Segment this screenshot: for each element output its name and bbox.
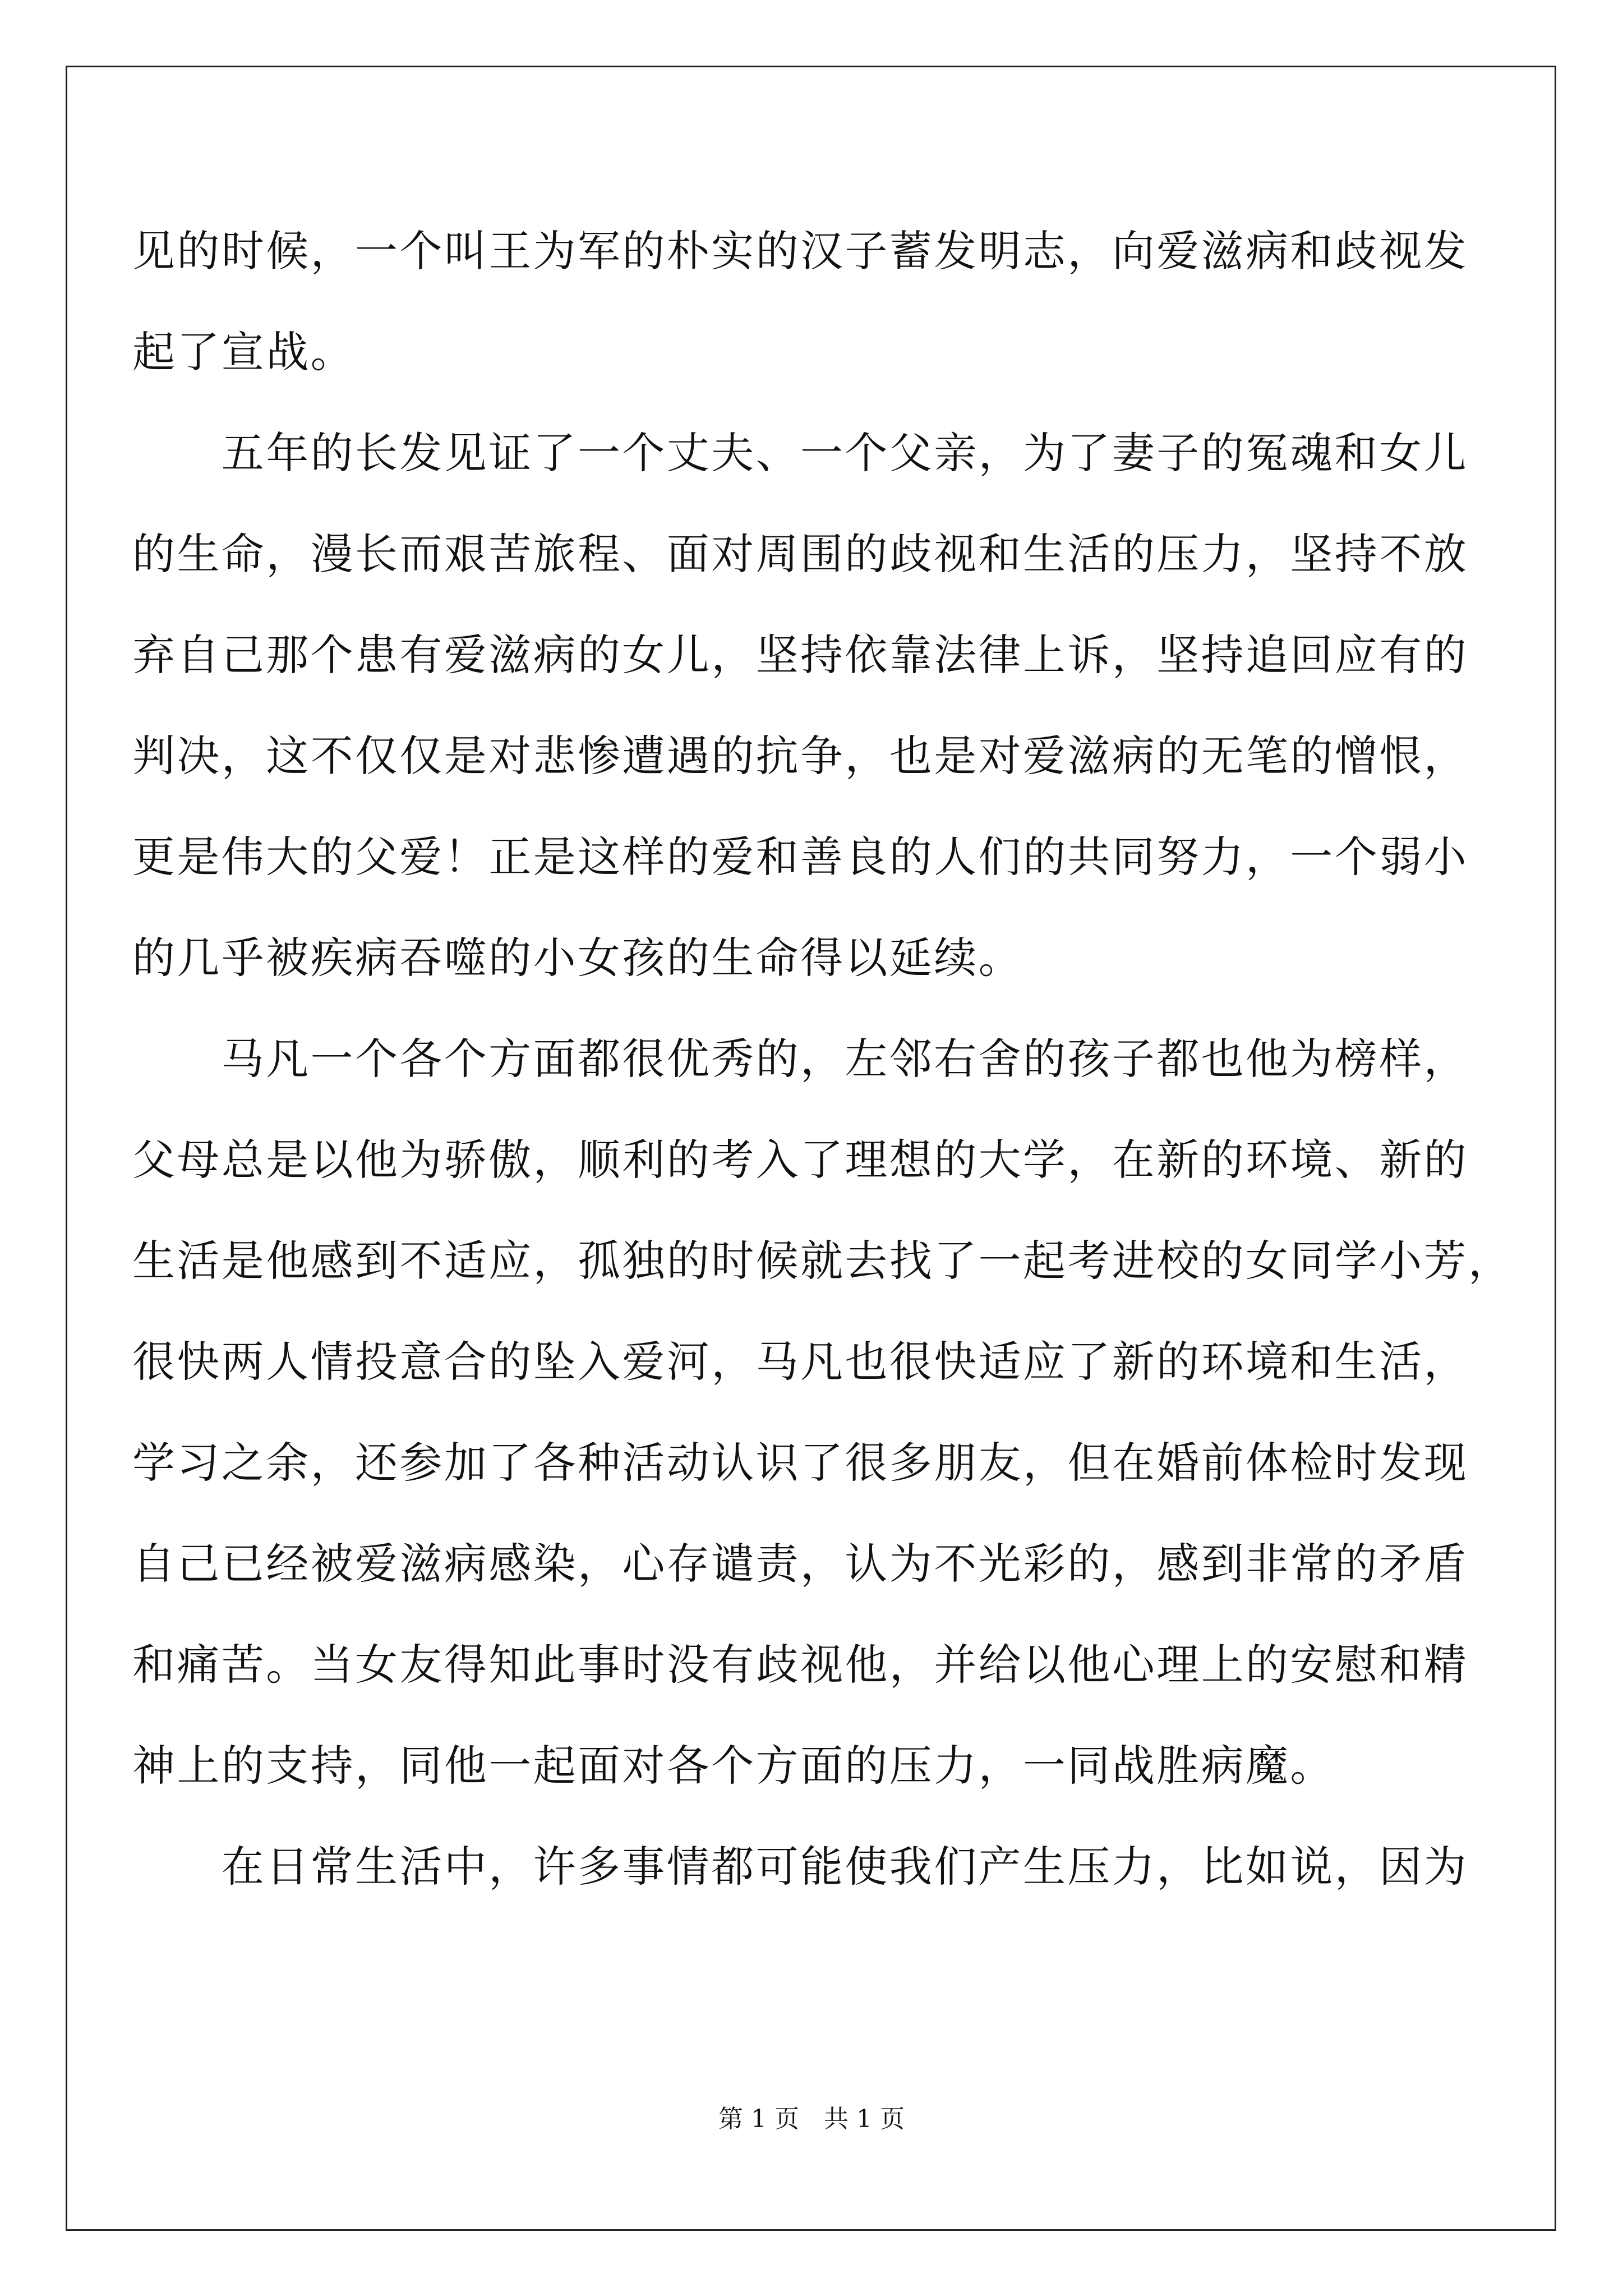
text-line: 见的时候，一个叫王为军的朴实的汉子蓄发明志，向爱滋病和歧视发	[132, 226, 1468, 276]
text-line: 马凡一个各个方面都很优秀的，左邻右舍的孩子都也他为榜样，	[132, 1034, 1468, 1084]
text-line: 在日常生活中，许多事情都可能使我们产生压力，比如说，因为	[132, 1842, 1468, 1892]
text-line: 很快两人情投意合的坠入爱河，马凡也很快适应了新的环境和生活，	[132, 1337, 1468, 1387]
text-line: 弃自己那个患有爱滋病的女儿，坚持依靠法律上诉，坚持追回应有的	[132, 630, 1468, 680]
text-line: 判决，这不仅仅是对悲惨遭遇的抗争，也是对爱滋病的无笔的憎恨，	[132, 731, 1468, 781]
text-line: 神上的支持，同他一起面对各个方面的压力，一同战胜病魔。	[132, 1741, 1335, 1791]
text-line: 起了宣战。	[132, 327, 355, 377]
text-line: 的几乎被疾病吞噬的小女孩的生命得以延续。	[132, 933, 1023, 983]
text-line: 和痛苦。当女友得知此事时没有歧视他，并给以他心理上的安慰和精	[132, 1640, 1468, 1690]
page-number-footer: 第 1 页 共 1 页	[718, 2105, 905, 2133]
text-line: 父母总是以他为骄傲，顺利的考入了理想的大学，在新的环境、新的	[132, 1135, 1468, 1185]
text-line: 学习之余，还参加了各种活动认识了很多朋友，但在婚前体检时发现	[132, 1438, 1468, 1488]
text-line: 的生命，漫长而艰苦旅程、面对周围的歧视和生活的压力，坚持不放	[132, 529, 1468, 579]
text-line: 五年的长发见证了一个丈夫、一个父亲，为了妻子的冤魂和女儿	[132, 428, 1468, 478]
text-line: 更是伟大的父爱！正是这样的爱和善良的人们的共同努力，一个弱小	[132, 832, 1468, 882]
text-line: 生活是他感到不适应，孤独的时候就去找了一起考进校的女同学小芳，	[132, 1236, 1513, 1286]
text-line: 自己已经被爱滋病感染，心存谴责，认为不光彩的，感到非常的矛盾	[132, 1539, 1468, 1589]
